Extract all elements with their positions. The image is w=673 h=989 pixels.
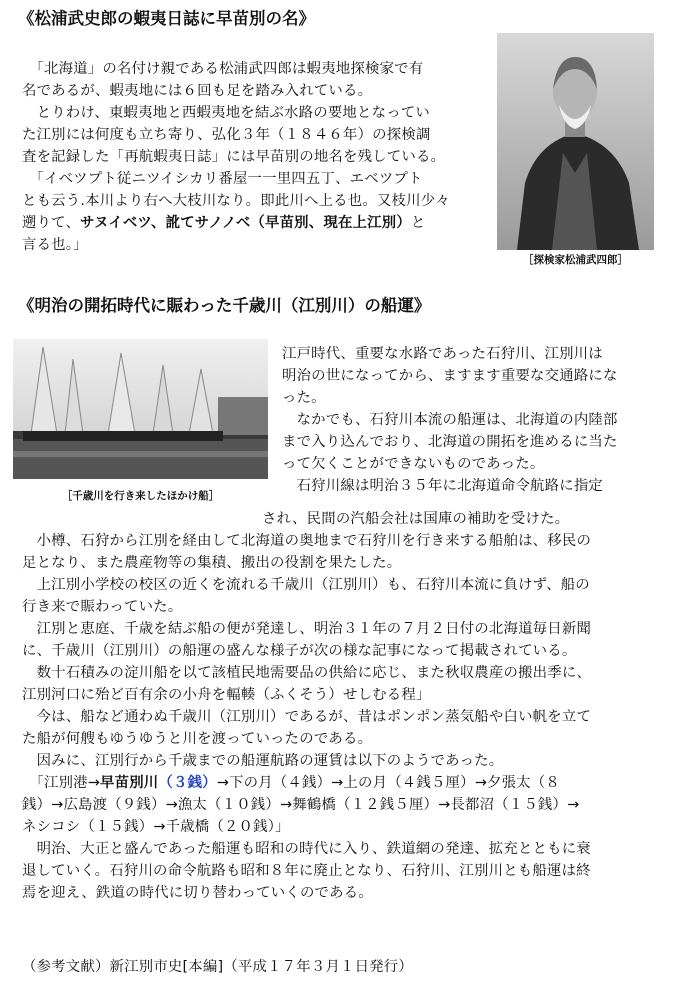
sailboat-photo — [13, 339, 268, 479]
s2-body-line: 江別河口に殆ど百有余の小舟を輻輳（ふくそう）せしむる程」 — [22, 687, 431, 703]
s2-body-line: 上江別小学校の校区の近くを流れる千歳川（江別川）も、石狩川本流に負けず、船の — [22, 577, 590, 593]
s1-line: とりわけ、東蝦夷地と西蝦夷地を結ぶ水路の要地となってい — [22, 105, 430, 121]
section2-title: 《明治の開拓時代に賑わった千歳川（江別川）の船運》 — [18, 296, 431, 315]
s1-line: とも云う.本川より右へ大枝川なり。即此川へ上る也。又枝川少々 — [22, 193, 450, 209]
s2-closing-line: 退していく。石狩川の命令航路も昭和８年に廃止となり、石狩川、江別川とも船運は終 — [22, 863, 591, 879]
s2-body-line: 小樽、石狩から江別を経由して北海道の奥地まで石狩川を行き来する船舶は、移民の — [22, 533, 592, 549]
s2-body-line: 行き来で賑わっていた。 — [22, 599, 183, 615]
s2-body-line: 今は、船など通わぬ千歳川（江別川）であるが、昔はポンポン蒸気船や白い帆を立て — [22, 709, 592, 725]
portrait-caption: ［探検家松浦武四郎］ — [523, 254, 628, 266]
s2-line: まで入り込んでおり、北海道の開拓を進めるに当た — [282, 434, 618, 450]
s1-line: 「北海道」の名付け親である松浦武四郎は蝦夷地探検家で有 — [22, 61, 424, 77]
s1-line: 「イベツプト従ニツイシカリ番屋一一里四五丁、エベツプト — [22, 171, 423, 187]
section1-text — [22, 58, 492, 256]
fare-post: →下の月（４銭）→上の月（４銭５厘）→夕張太（８ — [216, 775, 560, 791]
s1-quote-post: と — [410, 215, 426, 231]
sailboat-caption: ［千歳川を行き来したほかけ船］ — [61, 490, 220, 502]
fare-line: ネシコシ（１５銭）→千歳橋（２０銭）」 — [22, 819, 290, 835]
s2-line: った。 — [282, 390, 326, 406]
s2-body-line: に、千歳川（江別川）の船運の盛んな様子が次の様な記事になって掲載されている。 — [22, 643, 577, 659]
section2-body — [22, 530, 662, 904]
fare-line: 銭）→広島渡（９銭）→漁太（１０銭）→舞鶴橋（１２銭５厘）→長都沼（１５銭）→ — [22, 797, 580, 813]
s2-body-line: 因みに、江別行から千歳までの船運航路の運賃は以下のようであった。 — [22, 753, 504, 769]
s2-body-line: た船が何艘もゆうゆうと川を渡っていったのである。 — [22, 731, 373, 747]
s1-quote-line — [22, 212, 492, 234]
s2-line: 明治の世になってから、ますます重要な交通路にな — [282, 368, 618, 384]
s1-quote-pre: 遡りて、 — [22, 215, 81, 231]
s2-body-line: 足となり、また農産物等の集積、搬出の役割を果たした。 — [22, 555, 402, 571]
s1-line: た江別には何度も立ち寄り、弘化３年（１８４６年）の探検調 — [22, 127, 431, 143]
fare-bold: 早苗別川 — [100, 775, 159, 791]
s2-closing-line: 焉を迎え、鉄道の時代に切り替わっていくのである。 — [22, 885, 373, 901]
s2-line: って欠くことができないものであった。 — [282, 456, 545, 472]
s2-body-line: 数十石積みの淀川船を以て該植民地需要品の供給に応じ、また秋収農産の搬出季に、 — [22, 665, 592, 681]
s1-line: 査を記録した「再航蝦夷日誌」には早苗別の地名を残している。 — [22, 149, 446, 165]
sailboat-image — [13, 339, 268, 479]
section1-title: 《松浦武史郎の蝦夷日誌に早苗別の名》 — [18, 9, 315, 28]
section2-intro — [282, 343, 660, 497]
s2-line: 江戸時代、重要な水路であった石狩川、江別川は — [282, 346, 603, 362]
s2-body-line: 江別と恵庭、千歳を結ぶ船の便が発達し、明治３１年の７月２日付の北海道毎日新聞 — [22, 621, 592, 637]
fare-blue: （３銭） — [158, 775, 217, 791]
s1-line: 名であるが、蝦夷地には６回も足を踏み入れている。 — [22, 83, 373, 99]
fare-line — [22, 772, 662, 794]
s1-quote-bold: サヌイベツ、訛てサノノベ（早苗別、現在上江別） — [80, 215, 411, 231]
portrait-image — [497, 33, 654, 250]
fare-pre: 「江別港→ — [22, 775, 101, 791]
s2-line: 石狩川線は明治３５年に北海道命令航路に指定 — [282, 478, 603, 494]
portrait-photo — [497, 33, 654, 250]
s1-line: 言る也。」 — [22, 237, 88, 253]
s2-line: され、民間の汽船会社は国庫の補助を受けた。 — [262, 511, 570, 527]
reference-citation: （参考文献）新江別市史[本編]（平成１７年３月１日発行） — [22, 959, 413, 975]
s2-closing-line: 明治、大正と盛んであった船運も昭和の時代に入り、鉄道網の発達、拡充とともに衰 — [22, 841, 591, 857]
s2-line: なかでも、石狩川本流の船運は、北海道の内陸部 — [282, 412, 618, 428]
